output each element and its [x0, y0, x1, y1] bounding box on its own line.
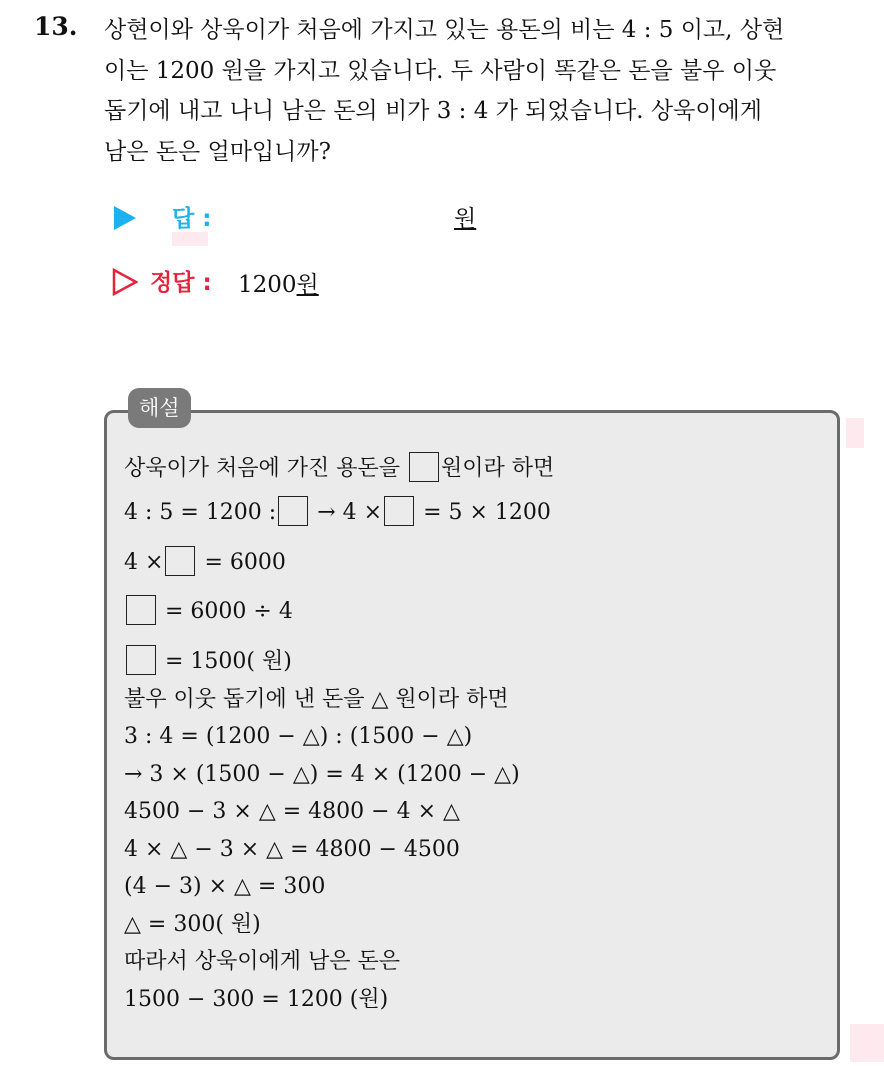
solution-text: 4 : 5 = 1200 :: [124, 500, 277, 525]
correct-answer-number: 1200: [238, 272, 297, 298]
answer-highlight: [172, 232, 208, 246]
solution-text: 상욱이가 처음에 가진 용돈을: [124, 456, 401, 481]
question-line: 이는 1200 원을 가지고 있습니다. 두 사람이 똑같은 돈을 불우 이웃: [104, 57, 777, 84]
question-text: [104, 10, 864, 172]
correct-answer-unit: 원: [296, 272, 319, 298]
solution-line: [124, 542, 824, 592]
question-line: 상현이와 상욱이가 처음에 가지고 있는 용돈의 비는 4 : 5 이고, 상현: [104, 17, 785, 43]
solution-text: = 6000 ÷ 4: [165, 599, 293, 624]
solution-text: 원이라 하면: [441, 456, 555, 481]
solution-line: 따라서 상욱이에게 남은 돈은: [124, 949, 401, 974]
blank-box: [384, 496, 414, 526]
answer-unit[interactable]: 원: [454, 206, 477, 232]
solution-text: = 6000: [204, 549, 286, 575]
solution-line: △ = 300( 원): [124, 911, 261, 937]
blank-box: [126, 645, 156, 675]
solution-body: [124, 448, 824, 1018]
solution-tab: 해설: [128, 388, 191, 428]
solution-line: 불우 이웃 돕기에 낸 돈을 △ 원이라 하면: [124, 686, 509, 712]
solution-text: → 4 ×: [317, 500, 383, 525]
margin-mark: [850, 1024, 884, 1062]
correct-answer-value: [238, 266, 319, 299]
blank-box: [409, 452, 439, 482]
solution-line: 4500 − 3 × △ = 4800 − 4 × △: [124, 799, 460, 824]
solution-line: [124, 448, 824, 492]
solution-line: 4 × △ − 3 × △ = 4800 − 4500: [124, 836, 460, 862]
correct-answer-label: 정답 :: [150, 270, 212, 296]
solution-text: = 1500( 원): [165, 648, 292, 674]
margin-mark: [846, 418, 864, 448]
solution-line: [124, 591, 824, 641]
blank-box: [278, 496, 308, 526]
solution-line: → 3 × (1500 − △) = 4 × (1200 − △): [124, 761, 520, 787]
solution-line: [124, 492, 824, 542]
question-number: 13.: [34, 12, 78, 41]
question-line: 돕기에 내고 나니 남은 돈의 비가 3 : 4 가 되었습니다. 상욱이에게: [104, 98, 762, 124]
solution-text: = 5 × 1200: [423, 500, 551, 525]
answer-label: 답 :: [172, 206, 212, 232]
solution-text: 4 ×: [124, 549, 164, 575]
outline-triangle-icon: [112, 268, 138, 296]
play-triangle-icon: [114, 206, 136, 230]
solution-line: 1500 − 300 = 1200 (원): [124, 986, 389, 1012]
blank-box: [165, 546, 195, 576]
solution-line: (4 − 3) × △ = 300: [124, 874, 326, 899]
blank-box: [126, 595, 156, 625]
solution-line: 3 : 4 = (1200 − △) : (1500 − △): [124, 724, 473, 749]
solution-line: [124, 641, 824, 681]
question-line: 남은 돈은 얼마입니까?: [104, 138, 331, 165]
